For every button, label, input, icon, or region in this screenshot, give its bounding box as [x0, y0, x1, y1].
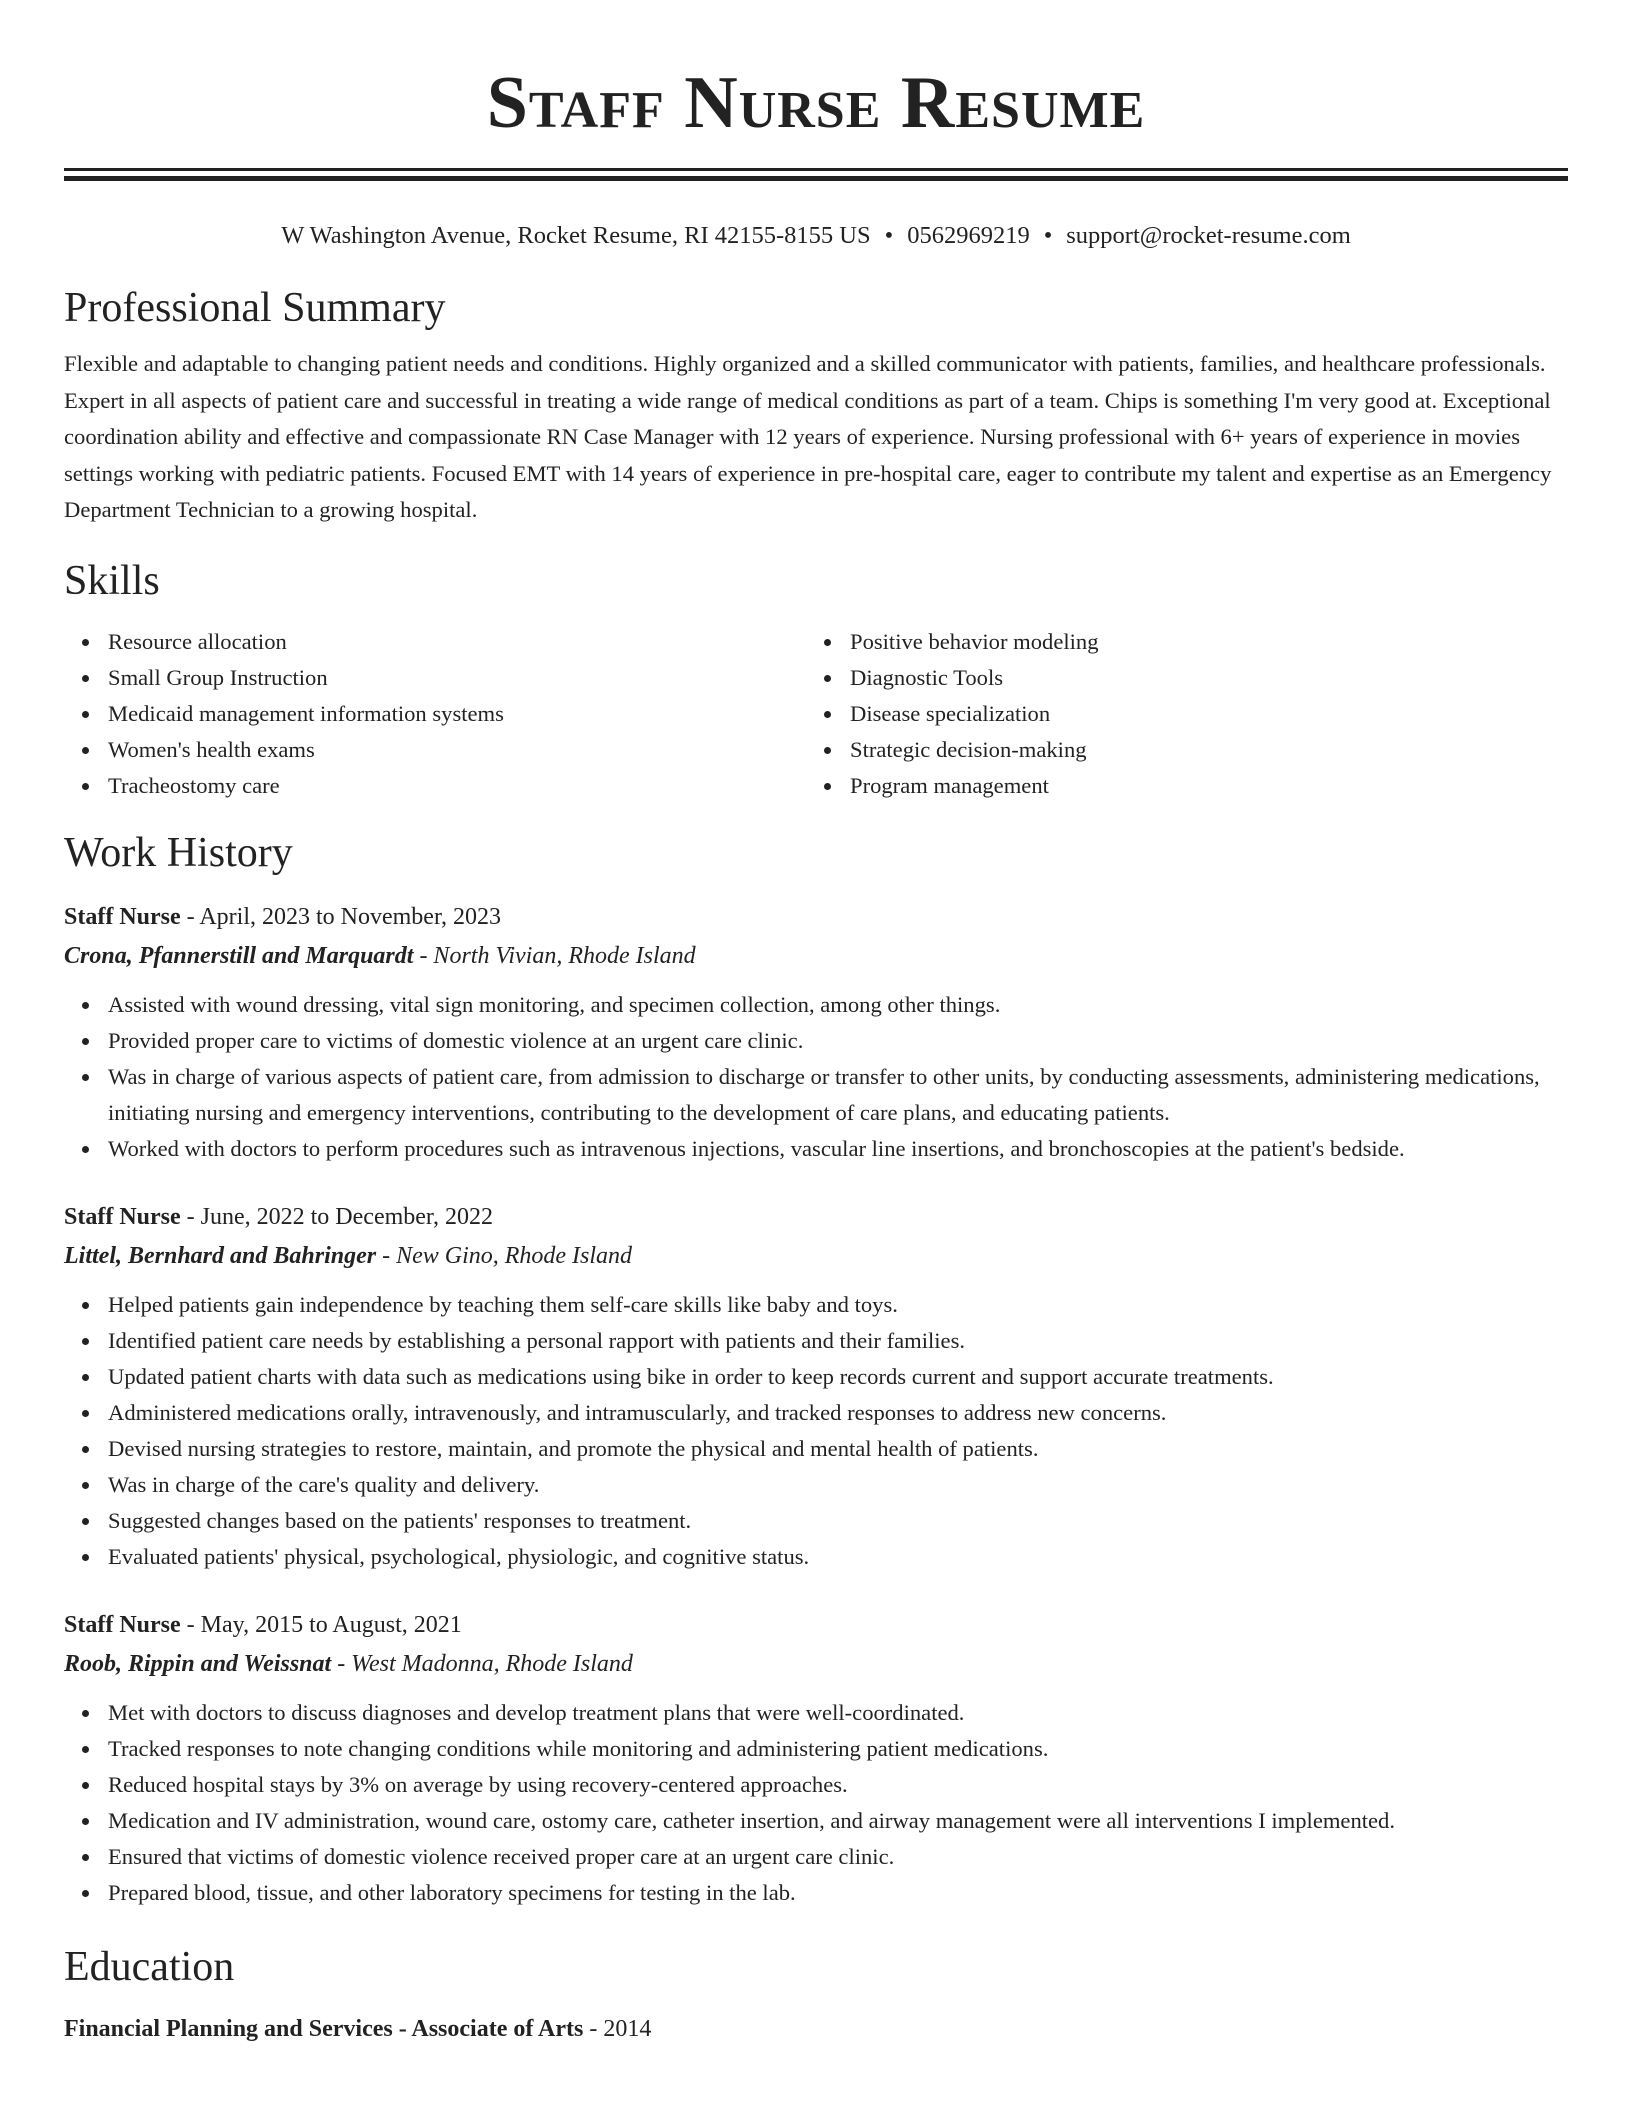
job-title-line: [64, 1199, 1568, 1235]
list-item: Devised nursing strategies to restore, maintain, and promote the physical and mental health of patients.: [64, 1431, 1568, 1467]
skills-list-right: [806, 624, 1548, 804]
job-duties: [64, 1287, 1568, 1575]
job-location: - West Madonna, Rhode Island: [331, 1650, 633, 1677]
list-item: Was in charge of various aspects of patient care, from admission to discharge or transfer to other units, by conducting assessments, administering medications, initiating nursing and emergency interventions, contributing to the development of care plans, and educating patients.: [64, 1059, 1568, 1131]
list-item: Reduced hospital stays by 3% on average by using recovery-centered approaches.: [64, 1767, 1568, 1803]
job-dates: - June, 2022 to December, 2022: [180, 1203, 493, 1230]
job-title: Staff Nurse: [64, 1203, 181, 1230]
contact-line: [64, 220, 1568, 252]
job-location: - New Gino, Rhode Island: [376, 1242, 633, 1269]
work-history-heading: Work History: [64, 829, 293, 876]
skills-heading: Skills: [64, 557, 160, 604]
education-entry: [64, 2011, 1568, 2047]
job-title: Staff Nurse: [64, 903, 181, 930]
list-item: Provided proper care to victims of domestic violence at an urgent care clinic.: [64, 1023, 1568, 1059]
skills-list-left: [64, 624, 806, 804]
job-company-line: [64, 938, 1568, 974]
list-item: Administered medications orally, intravenously, and intramuscularly, and tracked responses to address new concerns.: [64, 1395, 1568, 1431]
skill-item: Resource allocation: [64, 624, 806, 660]
list-item: Ensured that victims of domestic violence received proper care at an urgent care clinic.: [64, 1839, 1568, 1875]
job-company: Crona, Pfannerstill and Marquardt: [64, 942, 414, 969]
skill-item: Diagnostic Tools: [806, 660, 1548, 696]
job-company: Littel, Bernhard and Bahringer: [64, 1242, 377, 1269]
job-dates: - May, 2015 to August, 2021: [180, 1611, 462, 1638]
skill-item: Disease specialization: [806, 696, 1548, 732]
job-dates: - April, 2023 to November, 2023: [180, 903, 501, 930]
skill-item: Tracheostomy care: [64, 768, 806, 804]
skill-item: Positive behavior modeling: [806, 624, 1548, 660]
job-title-line: [64, 899, 1568, 935]
list-item: Tracked responses to note changing conditions while monitoring and administering patient medications.: [64, 1731, 1568, 1767]
job-company: Roob, Rippin and Weissnat: [64, 1650, 332, 1677]
job-title-line: [64, 1607, 1568, 1643]
list-item: Helped patients gain independence by teaching them self-care skills like baby and toys.: [64, 1287, 1568, 1323]
skills-columns: [64, 624, 1568, 804]
education-degree: Financial Planning and Services - Associate of Arts: [64, 2015, 584, 2042]
list-item: Met with doctors to discuss diagnoses and develop treatment plans that were well-coordinated.: [64, 1695, 1568, 1731]
list-item: Updated patient charts with data such as medications using bike in order to keep records current and support accurate treatments.: [64, 1359, 1568, 1395]
summary-text: Flexible and adaptable to changing patient needs and conditions. Highly organized and a skilled communicator with patients, families, and healthcare professionals. Expert in all aspects of patient care and successful in treating a wide range of medical conditions as part of a team. Chips is something I'm very good at. Exceptional coordination ability and effective and compassionate RN Case Manager with 12 years of experience. Nursing professional with 6+ years of experience in movies settings working with pediatric patients. Focused EMT with 14 years of experience in pre-hospital care, eager to contribute my talent and expertise as an Emergency Department Technician to a growing hospital.: [64, 351, 1552, 522]
job-entry: [64, 1199, 1568, 1575]
education-year: - 2014: [583, 2015, 652, 2042]
job-location: - North Vivian, Rhode Island: [413, 942, 696, 969]
summary-heading: Professional Summary: [64, 285, 446, 331]
resume-title: Staff Nurse Resume: [486, 62, 1146, 144]
job-company-line: [64, 1238, 1568, 1274]
list-item: Worked with doctors to perform procedures such as intravenous injections, vascular line insertions, and bronchoscopies at the patient's bedside.: [64, 1131, 1568, 1167]
list-item: Medication and IV administration, wound care, ostomy care, catheter insertion, and airway management were all interventions I implemented.: [64, 1803, 1568, 1839]
education-heading: Education: [64, 1943, 235, 1990]
title-divider-thin: [64, 176, 1568, 181]
list-item: Assisted with wound dressing, vital sign monitoring, and specimen collection, among other things.: [64, 987, 1568, 1023]
skill-item: Small Group Instruction: [64, 660, 806, 696]
job-duties: [64, 987, 1568, 1167]
contact-address: W Washington Avenue, Rocket Resume, RI 42155-8155 US: [281, 222, 871, 249]
skill-item: Strategic decision-making: [806, 732, 1548, 768]
skill-item: Program management: [806, 768, 1548, 804]
contact-separator: •: [1043, 222, 1053, 249]
list-item: Evaluated patients' physical, psychological, physiologic, and cognitive status.: [64, 1539, 1568, 1575]
list-item: Suggested changes based on the patients' responses to treatment.: [64, 1503, 1568, 1539]
contact-phone: 0562969219: [907, 222, 1030, 249]
skill-item: Women's health exams: [64, 732, 806, 768]
list-item: Identified patient care needs by establishing a personal rapport with patients and their families.: [64, 1323, 1568, 1359]
list-item: Prepared blood, tissue, and other laboratory specimens for testing in the lab.: [64, 1875, 1568, 1911]
job-duties: [64, 1695, 1568, 1911]
contact-separator: •: [884, 222, 894, 249]
job-company-line: [64, 1646, 1568, 1682]
title-divider-thick: [64, 168, 1568, 171]
job-entry: [64, 899, 1568, 1167]
job-entry: [64, 1607, 1568, 1911]
contact-email: support@rocket-resume.com: [1066, 222, 1351, 249]
job-title: Staff Nurse: [64, 1611, 181, 1638]
resume-page: [64, 0, 1568, 2047]
list-item: Was in charge of the care's quality and delivery.: [64, 1467, 1568, 1503]
skill-item: Medicaid management information systems: [64, 696, 806, 732]
